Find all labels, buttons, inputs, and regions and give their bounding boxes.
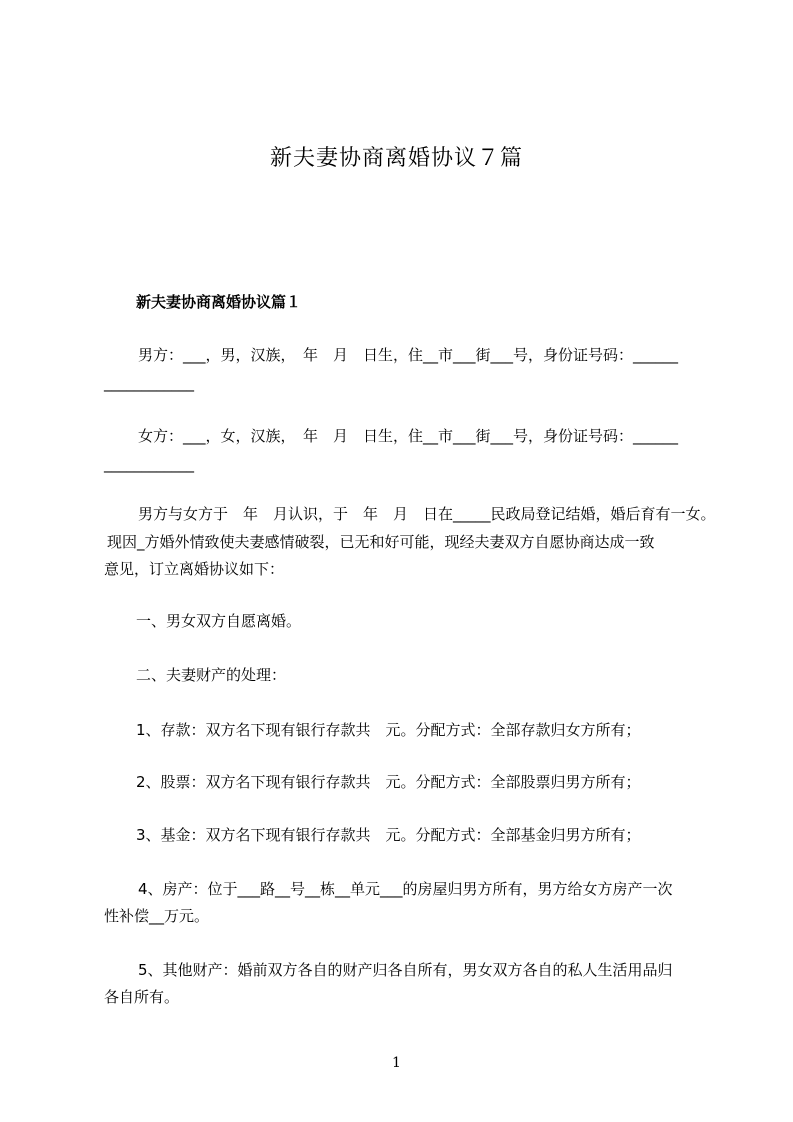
- paragraph-line: 男方：___，男，汉族， 年 月 日生，住__市___街___号，身份证号码：______: [138, 346, 679, 364]
- paragraph-line: 二、夫妻财产的处理：: [136, 666, 287, 684]
- paragraph-line: 2、股票：双方名下现有银行存款共 元。分配方式：全部股票归男方所有；: [136, 773, 641, 791]
- paragraph-line: 女方：___，女，汉族， 年 月 日生，住__市___街___号，身份证号码：______: [138, 427, 679, 445]
- paragraph-line: 各自所有。: [104, 988, 180, 1006]
- paragraph-line: 4、房产：位于___路__号__栋__单元___的房屋归男方所有，男方给女方房产一次: [138, 880, 673, 898]
- paragraph-line: 一、男女双方自愿离婚。: [136, 612, 302, 630]
- section-heading: 新夫妻协商离婚协议篇１: [136, 293, 302, 311]
- paragraph-line: 现因_方婚外情致使夫妻感情破裂，已无和好可能，现经夫妻双方自愿协商达成一致: [107, 533, 655, 551]
- paragraph-line: 5、其他财产：婚前双方各自的财产归各自所有，男女双方各自的私人生活用品归: [138, 961, 673, 979]
- paragraph-line: 意见，订立离婚协议如下：: [104, 560, 285, 578]
- paragraph-line: ____________: [104, 455, 194, 473]
- paragraph-line: 男方与女方于 年 月认识，于 年 月 日在_____民政局登记结婚，婚后育有一女。: [138, 505, 716, 523]
- document-title: 新夫妻协商离婚协议７篇: [269, 146, 523, 171]
- page-number: 1: [392, 1055, 401, 1071]
- paragraph-line: ____________: [104, 374, 194, 392]
- paragraph-line: 1、存款：双方名下现有银行存款共 元。分配方式：全部存款归女方所有；: [136, 721, 641, 739]
- paragraph-line: 3、基金：双方名下现有银行存款共 元。分配方式：全部基金归男方所有；: [136, 826, 641, 844]
- paragraph-line: 性补偿__万元。: [104, 907, 210, 925]
